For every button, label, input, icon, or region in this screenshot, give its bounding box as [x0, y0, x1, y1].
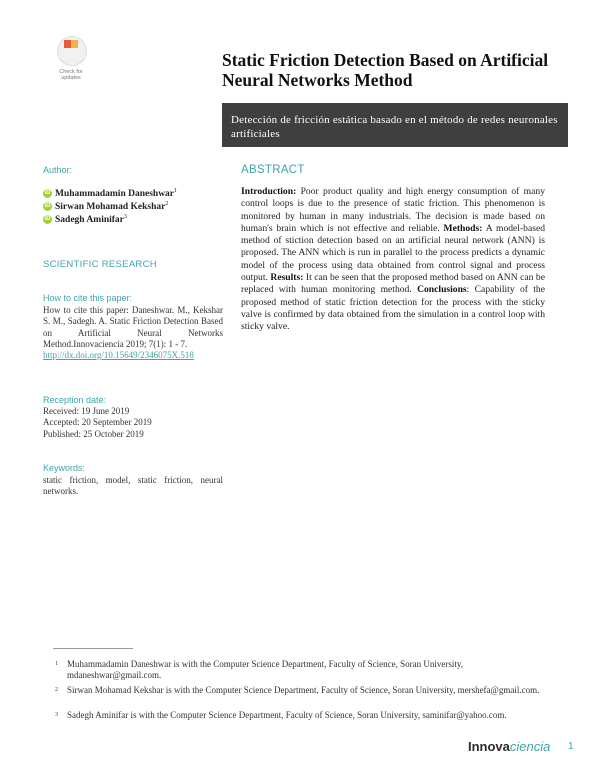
conclusions-label: Conclusions — [417, 284, 467, 296]
footnote — [55, 710, 555, 721]
footnote-text: Sirwan Mohamad Kekshar is with the Computer Science Department, Faculty of Science, Soran University, mershefa@gmail.com. — [67, 685, 540, 695]
badge-line2: updates — [61, 75, 81, 81]
abstract-body — [241, 186, 545, 334]
footnote-divider — [53, 648, 133, 649]
author-sup: 1 — [174, 188, 178, 194]
accepted-date: Accepted: 20 September 2019 — [43, 417, 152, 428]
brand-main: Innova — [468, 739, 510, 754]
reception-dates — [43, 406, 223, 440]
author-name: Muhammadamin Daneshwar — [55, 189, 175, 200]
author-name: Sadegh Aminifar — [55, 215, 124, 226]
author-name: Sirwan Mohamad Kekshar — [55, 202, 166, 213]
author-sup: 3 — [123, 214, 127, 220]
author-sup: 2 — [165, 201, 169, 207]
bookmark-icon — [64, 40, 78, 48]
results-label: Results: — [270, 272, 304, 284]
badge-line1: Check for — [59, 69, 83, 75]
section-label: SCIENTIFIC RESEARCH — [43, 259, 157, 270]
footnote-number: 1 — [55, 661, 58, 667]
spanish-title: Detección de fricción estática basado en el método de redes neuronales artificiales — [231, 114, 558, 140]
spanish-title-box — [222, 103, 568, 147]
author-item — [43, 185, 178, 200]
author-label: Author: — [43, 165, 73, 175]
orcid-icon[interactable]: iD — [44, 203, 51, 210]
results-text: It can be seen that the proposed method based on ANN can be replaced with human monitoring method. — [241, 272, 545, 296]
abstract-heading: ABSTRACT — [241, 164, 305, 176]
cite-text — [43, 305, 223, 361]
keywords-label: Keywords: — [43, 463, 86, 473]
keywords-text: static friction, model, static friction, neural networks. — [43, 475, 223, 497]
orcid-icon[interactable]: iD — [44, 216, 51, 223]
footnote-number: 2 — [55, 687, 58, 693]
author-item — [43, 211, 127, 226]
doi-link[interactable]: http://dx.doi.org/10.15649/2346075X.518 — [43, 350, 194, 361]
brand-accent: ciencia — [509, 739, 551, 754]
intro-text: Poor product quality and high energy consumption of many control loops is due to the presence of static friction. This phenomenon is monitored by human in many industrials. The decision is made based on human's brain which is not effective and reliable. — [241, 186, 545, 234]
cite-label: How to cite this paper: — [43, 293, 133, 303]
footnote — [55, 659, 555, 681]
footnote-number: 3 — [55, 712, 58, 718]
received-date: Received: 19 June 2019 — [43, 406, 130, 416]
methods-text: A model-based method of stiction detection based on an artificial neural network (ANN) is proposed. The ANN which is run in parallel to the process predicts a dynamic model of the process using data obtained from control signal and process output. — [241, 222, 546, 284]
reception-label: Reception date: — [43, 395, 107, 405]
journal-logo — [468, 739, 550, 754]
footnote-text: Muhammadamin Daneshwar is with the Computer Science Department, Faculty of Science, Soran University, mdaneshwar@gmail.com. — [67, 659, 464, 680]
cite-body: How to cite this paper: Daneshwar. M., Kekshar S. M., Sadegh. A. Static Friction Detection Based on Artificial Neural Networks Method.Innovaciencia 2019; 7(1): 1 - 7. — [43, 305, 223, 349]
footnote-text: Sadegh Aminifar is with the Computer Science Department, Faculty of Science, Soran University, saminifar@yahoo.com. — [67, 710, 507, 720]
check-for-updates-label — [53, 69, 89, 81]
methods-label: Methods: — [443, 222, 483, 234]
conclusions-text: : Capability of the proposed method of static friction detection for the process with the sticky valve is confirmed by data obtained from the simulation in a control loop with sticky valve. — [241, 284, 545, 333]
footnote — [55, 685, 555, 696]
author-item — [43, 198, 169, 213]
page-number: 1 — [568, 741, 574, 752]
intro-label: Introduction: — [241, 186, 297, 197]
check-for-updates-badge[interactable] — [53, 30, 89, 88]
orcid-icon[interactable]: iD — [44, 190, 51, 197]
paper-title: Static Friction Detection Based on Artificial Neural Networks Method — [222, 50, 549, 90]
published-date: Published: 25 October 2019 — [43, 428, 144, 439]
